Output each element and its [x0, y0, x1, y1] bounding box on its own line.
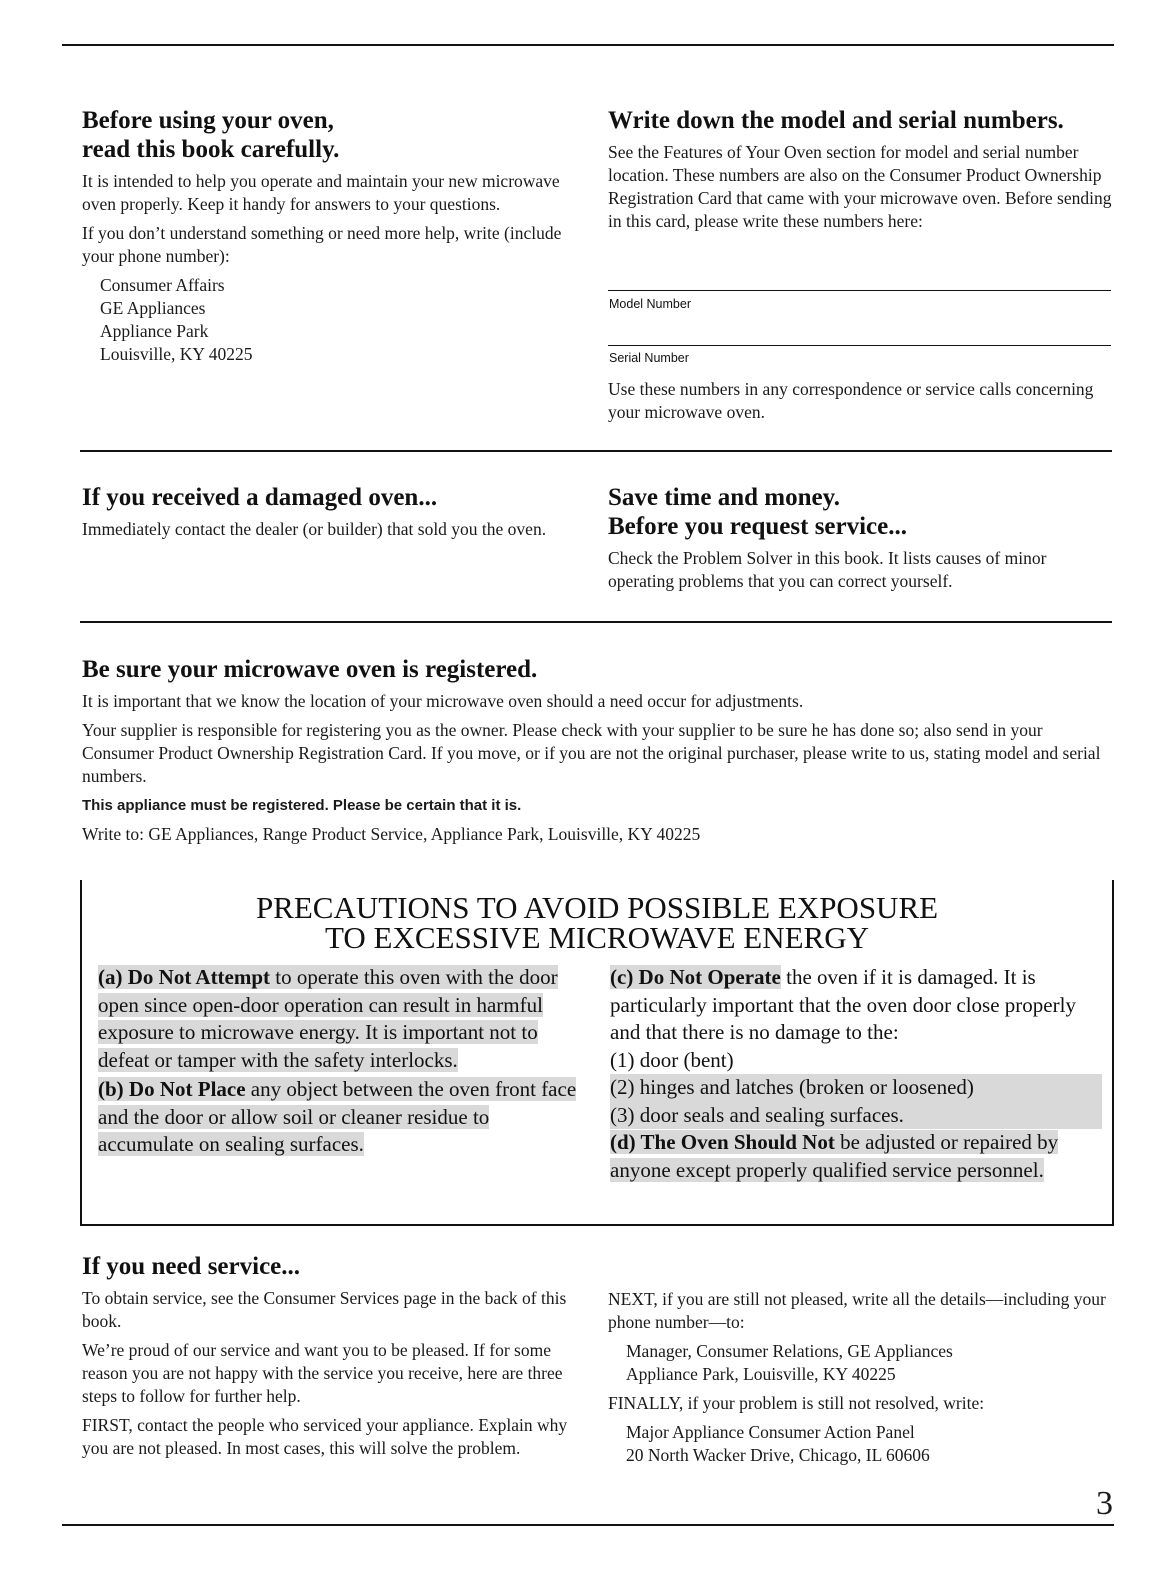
precaution-c-text: the oven if it is damaged. It is particularly important that the oven door close properly and that there is no damage to the: [610, 965, 1076, 1044]
precaution-b-label: (b) Do Not Place [98, 1077, 246, 1101]
precaution-d-label: (d) The Oven Should Not [610, 1130, 835, 1154]
precaution-a-label: (a) Do Not Attempt [98, 965, 271, 989]
precaution-a [98, 965, 558, 1072]
model-serial-usage [608, 378, 1113, 424]
save-time-heading-1: Save time and money. [608, 484, 840, 511]
precautions-left-column [98, 964, 583, 1159]
top-rule [62, 44, 1114, 46]
action-panel-address [608, 1421, 1113, 1467]
save-time-heading-2: Before you request service... [608, 513, 907, 540]
page-number: 3 [1096, 1485, 1113, 1522]
section-rule [80, 450, 1112, 452]
before-using-intro: It is intended to help you operate and maintain your new microwave oven properly. Keep it handy for answers to your questions. [82, 171, 560, 214]
before-using-help: If you don’t understand something or need more help, write (include your phone number): [82, 223, 562, 266]
section-rule [80, 621, 1112, 623]
address-line: Appliance Park [100, 321, 209, 341]
before-using-heading-2: read this book carefully. [82, 136, 340, 163]
serial-number-line [608, 345, 1111, 346]
precaution-c [610, 965, 1076, 1044]
precaution-c-item: (2) hinges and latches (broken or loosened) [610, 1074, 1102, 1102]
before-using-section [82, 106, 592, 366]
damaged-oven-section [82, 483, 582, 541]
service-text-3: FIRST, contact the people who serviced your appliance. Explain why you are not pleased. In most cases, this will solve the problem. [82, 1415, 568, 1458]
bottom-rule [62, 1524, 1114, 1526]
model-serial-intro: See the Features of Your Oven section for model and serial number location. These numbers are also on the Consumer Product Ownership Registration Card that came with your microwave oven. Before sending in this card, please write these numbers here: [608, 142, 1112, 231]
service-section-left [82, 1252, 587, 1460]
precautions-title-1: PRECAUTIONS TO AVOID POSSIBLE EXPOSURE [255, 890, 939, 925]
consumer-affairs-address [82, 274, 592, 366]
service-section-right [608, 1288, 1113, 1467]
precaution-d-text: be adjusted or repaired by anyone except properly qualified service personnel. [610, 1130, 1059, 1182]
registration-section [82, 655, 1112, 846]
precautions-box [80, 880, 1114, 1226]
registration-text-2: Your supplier is responsible for registering you as the owner. Please check with your supplier to be sure he has done so; also send in your Consumer Product Ownership Registration Card. If you move, or if you are not the original purchaser, please write to us, stating model and serial numbers. [82, 720, 1101, 786]
precautions-title-2: TO EXCESSIVE MICROWAVE ENERGY [325, 920, 869, 955]
service-text-1: To obtain service, see the Consumer Services page in the back of this book. [82, 1288, 567, 1331]
save-time-text: Check the Problem Solver in this book. It lists causes of minor operating problems that you can correct yourself. [608, 548, 1047, 591]
precaution-c-item: (3) door seals and sealing surfaces. [610, 1102, 1102, 1130]
model-serial-heading: Write down the model and serial numbers. [608, 107, 1064, 134]
registration-bold-note: This appliance must be registered. Please be certain that it is. [82, 797, 522, 814]
precaution-c-item: (1) door (bent) [610, 1047, 734, 1072]
precaution-b-text: any object between the oven front face and the door or allow soil or cleaner residue to accumulate on sealing surfaces. [98, 1077, 577, 1156]
address-line: Louisville, KY 40225 [100, 344, 253, 364]
model-number-line [608, 290, 1111, 291]
address-line: Manager, Consumer Relations, GE Appliances [626, 1341, 953, 1361]
save-time-section [608, 483, 1113, 593]
precaution-c-label: (c) Do Not Operate [610, 965, 781, 989]
registration-text-1: It is important that we know the location of your microwave oven should a need occur for adjustments. [82, 691, 804, 711]
address-line: GE Appliances [100, 298, 206, 318]
model-serial-section [608, 106, 1113, 233]
address-line: Appliance Park, Louisville, KY 40225 [626, 1364, 896, 1384]
precaution-b [98, 1076, 583, 1159]
registration-heading: Be sure your microwave oven is registered. [82, 656, 538, 683]
address-line: Major Appliance Consumer Action Panel [626, 1422, 915, 1442]
address-line: 20 North Wacker Drive, Chicago, IL 60606 [626, 1445, 930, 1465]
service-text-4: NEXT, if you are still not pleased, write all the details—including your phone number—to: [608, 1289, 1106, 1332]
address-line: Consumer Affairs [100, 275, 225, 295]
model-number-label: Model Number [609, 297, 691, 311]
damaged-oven-heading: If you received a damaged oven... [82, 484, 438, 511]
serial-number-label: Serial Number [609, 351, 689, 365]
model-serial-usage-text: Use these numbers in any correspondence or service calls concerning your microwave oven. [608, 379, 1094, 422]
registration-write-to: Write to: GE Appliances, Range Product Service, Appliance Park, Louisville, KY 40225 [82, 824, 701, 844]
service-text-5: FINALLY, if your problem is still not resolved, write: [608, 1393, 985, 1413]
precaution-d [610, 1130, 1058, 1182]
service-heading: If you need service... [82, 1253, 301, 1280]
before-using-heading-1: Before using your oven, [82, 107, 334, 134]
service-text-2: We’re proud of our service and want you to be pleased. If for some reason you are not happy with the service you receive, here are three steps to follow for further help. [82, 1340, 563, 1406]
damaged-oven-text: Immediately contact the dealer (or builder) that sold you the oven. [82, 519, 547, 539]
precautions-right-column [610, 964, 1102, 1184]
precaution-a-text: to operate this oven with the door open since open-door operation can result in harmful exposure to microwave energy. It is important not to defeat or tamper with the safety interlocks. [98, 965, 558, 1072]
consumer-relations-address [608, 1340, 1113, 1386]
